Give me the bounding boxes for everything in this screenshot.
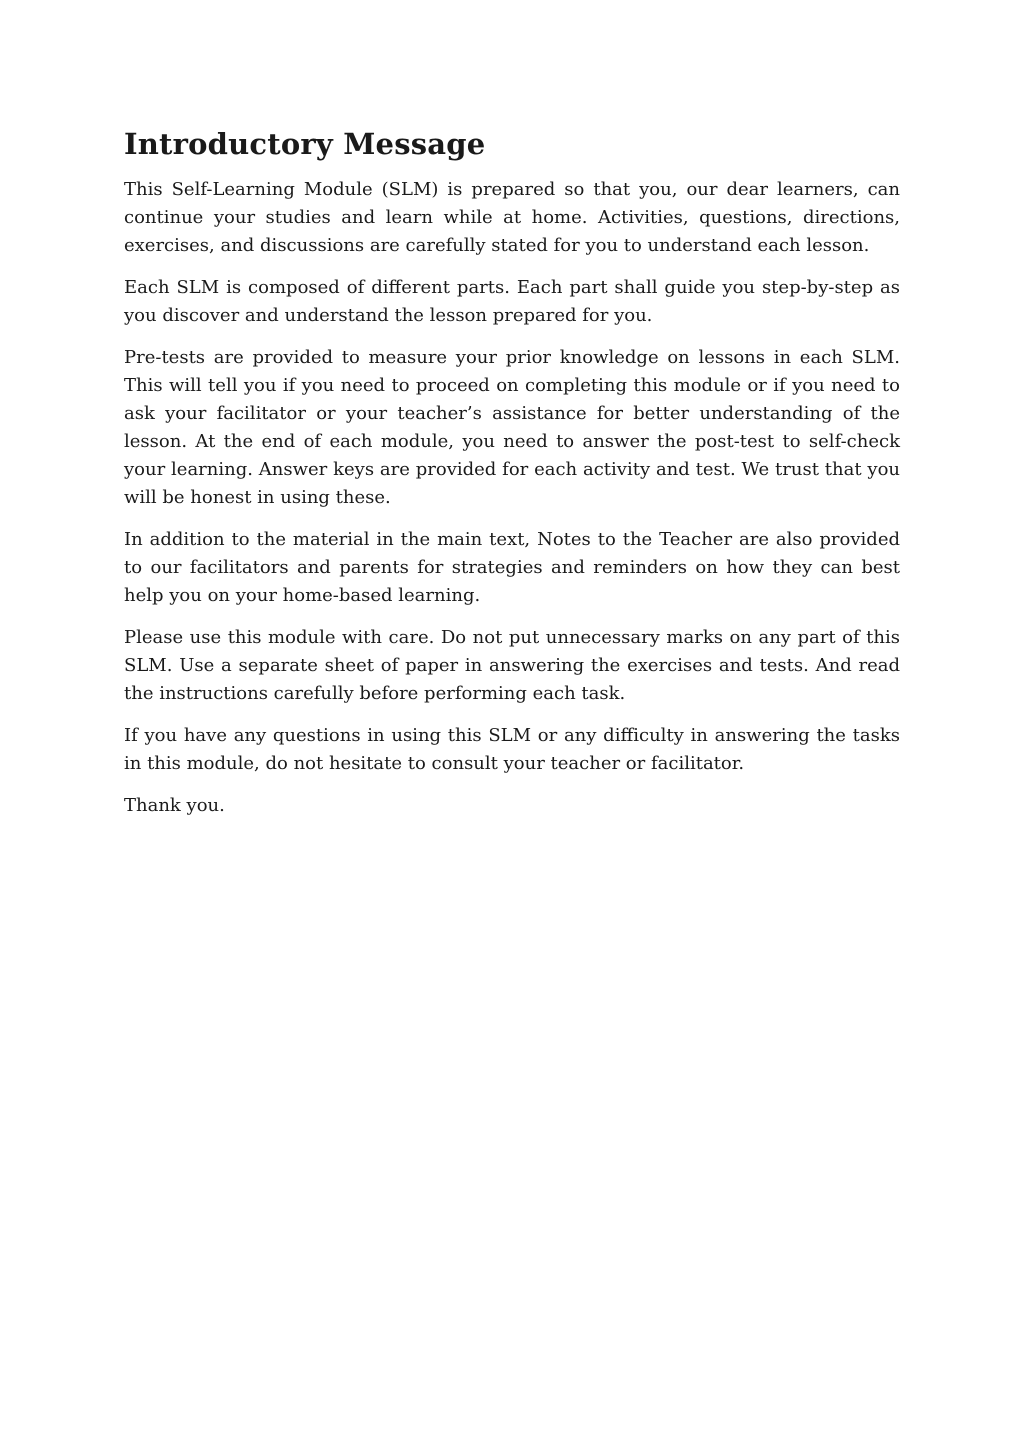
paragraph-pretests: Pre-tests are provided to measure your prior knowledge on lessons in each SLM. This will tell you if you need to proceed on completing this module or if you need to ask your facilitator or your teacher’s assistance for better understanding of the lesson. At the end of each module, you need to answer the post-test to self-check your learning. Answer keys are provided for each activity and test. We trust that you will be honest in using these. (124, 347, 900, 508)
paragraph-notes-to-teacher: In addition to the material in the main text, Notes to the Teacher are also provided to our facilitators and parents for strategies and reminders on how they can best help you on your home-based learning. (124, 529, 900, 606)
paragraph-parts: Each SLM is composed of different parts. Each part shall guide you step-by-step as you discover and understand the lesson prepared for you. (124, 277, 900, 326)
paragraph-questions: If you have any questions in using this SLM or any difficulty in answering the tasks in this module, do not hesitate to consult your teacher or facilitator. (124, 725, 900, 774)
document-page (124, 120, 900, 834)
paragraph-intro: This Self-Learning Module (SLM) is prepared so that you, our dear learners, can continue your studies and learn while at home. Activities, questions, directions, exercises, and discussions are carefully stated for you to understand each lesson. (124, 179, 900, 256)
paragraph-care: Please use this module with care. Do not put unnecessary marks on any part of this SLM. Use a separate sheet of paper in answering the exercises and tests. And read the instructions carefully before performing each task. (124, 627, 900, 704)
paragraph-thank-you: Thank you. (124, 795, 225, 816)
page-title: Introductory Message (124, 127, 486, 161)
